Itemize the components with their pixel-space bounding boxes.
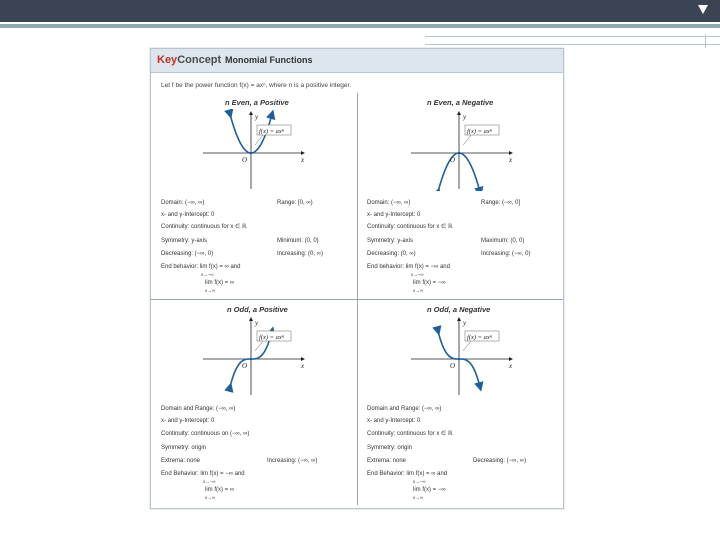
decreasing-text: Decreasing: (0, ∞)	[367, 251, 416, 257]
intro-text: Let f be the power function f(x) = axⁿ, where n is a positive integer.	[161, 82, 352, 89]
card-header	[151, 49, 563, 73]
continuity-text: Continuity: continuous for x ∈ ℝ	[367, 431, 453, 437]
graph-odd-negative	[407, 315, 517, 397]
accent-line-3	[425, 44, 720, 45]
card-title: Monomial Functions	[225, 55, 313, 65]
y-axis-label: y	[255, 319, 259, 327]
y-axis-label: y	[255, 113, 259, 121]
limit-subscript-2: x→∞	[205, 495, 215, 500]
key-concept-card	[150, 48, 564, 509]
limit-subscript: x→−∞	[203, 479, 216, 484]
leader-line	[255, 341, 263, 351]
graph-svg	[199, 109, 309, 191]
continuity-text: Continuity: continuous for x ∈ ℝ	[367, 224, 453, 230]
end-behavior-text: End Behavior: lim f(x) = ∞ and	[367, 471, 448, 477]
origin-label: O	[450, 156, 456, 164]
quadrant-title-even-positive: n Even, a Positive	[225, 98, 289, 107]
origin-label: O	[242, 156, 248, 164]
continuity-text: Continuity: continuous on (−∞, ∞)	[161, 431, 250, 437]
extrema-text: Minimum: (0, 0)	[277, 238, 319, 244]
accent-line-4	[705, 34, 706, 48]
graph-odd-positive	[199, 315, 309, 397]
x-axis-label: x	[509, 156, 513, 164]
origin-point	[250, 358, 253, 361]
top-bar	[0, 0, 720, 22]
x-axis-label: x	[509, 362, 513, 370]
key-concept-logo: KeyConcept	[157, 54, 222, 66]
function-label: f(x) = axⁿ	[467, 128, 492, 135]
origin-point	[458, 152, 461, 155]
limit-subscript: x→−∞	[201, 272, 214, 277]
symmetry-text: Symmetry: origin	[367, 445, 413, 451]
range-text: Range: (−∞, 0]	[481, 200, 521, 206]
symmetry-text: Symmetry: y-axis	[161, 238, 208, 244]
intercept-text: x- and y-Intercept: 0	[161, 212, 215, 218]
leader-line	[463, 135, 471, 145]
end-behavior-text-2: lim f(x) = −∞	[413, 487, 446, 493]
origin-label: O	[450, 362, 456, 370]
continuity-text: Continuity: continuous for x ∈ ℝ	[161, 224, 247, 230]
function-label: f(x) = axⁿ	[467, 334, 492, 341]
domain-range-text: Domain and Range: (−∞, ∞)	[367, 406, 442, 412]
function-label: f(x) = axⁿ	[259, 128, 284, 135]
y-axis-label: y	[463, 319, 467, 327]
origin-label: O	[242, 362, 248, 370]
end-behavior-text: End behavior: lim f(x) = −∞ and	[367, 264, 450, 270]
end-behavior-text: End Behavior: lim f(x) = −∞ and	[161, 471, 245, 477]
end-behavior-text: End behavior: lim f(x) = ∞ and	[161, 264, 241, 270]
x-axis-label: x	[301, 156, 305, 164]
quadrant-title-even-negative: n Even, a Negative	[427, 98, 494, 107]
limit-subscript: x→−∞	[413, 479, 426, 484]
horizontal-divider	[151, 299, 563, 300]
extrema-text: Maximum: (0, 0)	[481, 238, 525, 244]
graph-even-negative	[407, 109, 517, 191]
accent-line-2	[425, 36, 720, 37]
triangle-icon	[698, 5, 708, 14]
end-behavior-text-2: lim f(x) = −∞	[413, 280, 446, 286]
extrema-text: Extrema: none	[367, 458, 407, 464]
graph-svg	[407, 109, 517, 191]
graph-even-positive	[199, 109, 309, 191]
end-behavior-text-2: lim f(x) = ∞	[205, 487, 235, 493]
symmetry-text: Symmetry: y-axis	[367, 238, 414, 244]
symmetry-text: Symmetry: origin	[161, 445, 207, 451]
decreasing-text: Decreasing: (−∞, ∞)	[473, 458, 527, 464]
end-behavior-text-2: lim f(x) = ∞	[205, 280, 235, 286]
intercept-text: x- and y-Intercept: 0	[367, 418, 421, 424]
x-axis-label: x	[301, 362, 305, 370]
range-text: Range: [0, ∞)	[277, 200, 313, 206]
domain-text: Domain: (−∞, ∞)	[161, 200, 205, 206]
increasing-text: Increasing: (−∞, 0)	[481, 251, 531, 257]
leader-line	[463, 341, 471, 351]
origin-point	[250, 152, 253, 155]
quadrant-title-odd-negative: n Odd, a Negative	[427, 305, 491, 314]
limit-subscript-2: x→∞	[413, 288, 423, 293]
accent-line	[0, 24, 720, 28]
decreasing-text: Decreasing: (−∞, 0)	[161, 251, 214, 257]
intercept-text: x- and y-Intercept: 0	[367, 212, 421, 218]
quadrant-title-odd-positive: n Odd, a Positive	[227, 305, 288, 314]
origin-point	[458, 358, 461, 361]
limit-subscript-2: x→∞	[413, 495, 423, 500]
function-label: f(x) = axⁿ	[259, 334, 284, 341]
increasing-text: Increasing: (−∞, ∞)	[267, 458, 318, 464]
intercept-text: x- and y-Intercept: 0	[161, 418, 215, 424]
y-axis-label: y	[463, 113, 467, 121]
limit-subscript: x→−∞	[411, 272, 424, 277]
domain-range-text: Domain and Range: (−∞, ∞)	[161, 406, 236, 412]
graph-svg	[199, 315, 309, 397]
domain-text: Domain: (−∞, ∞)	[367, 200, 411, 206]
increasing-text: Increasing: (0, ∞)	[277, 251, 323, 257]
limit-subscript-2: x→∞	[205, 288, 215, 293]
graph-svg	[407, 315, 517, 397]
extrema-text: Extrema: none	[161, 458, 201, 464]
